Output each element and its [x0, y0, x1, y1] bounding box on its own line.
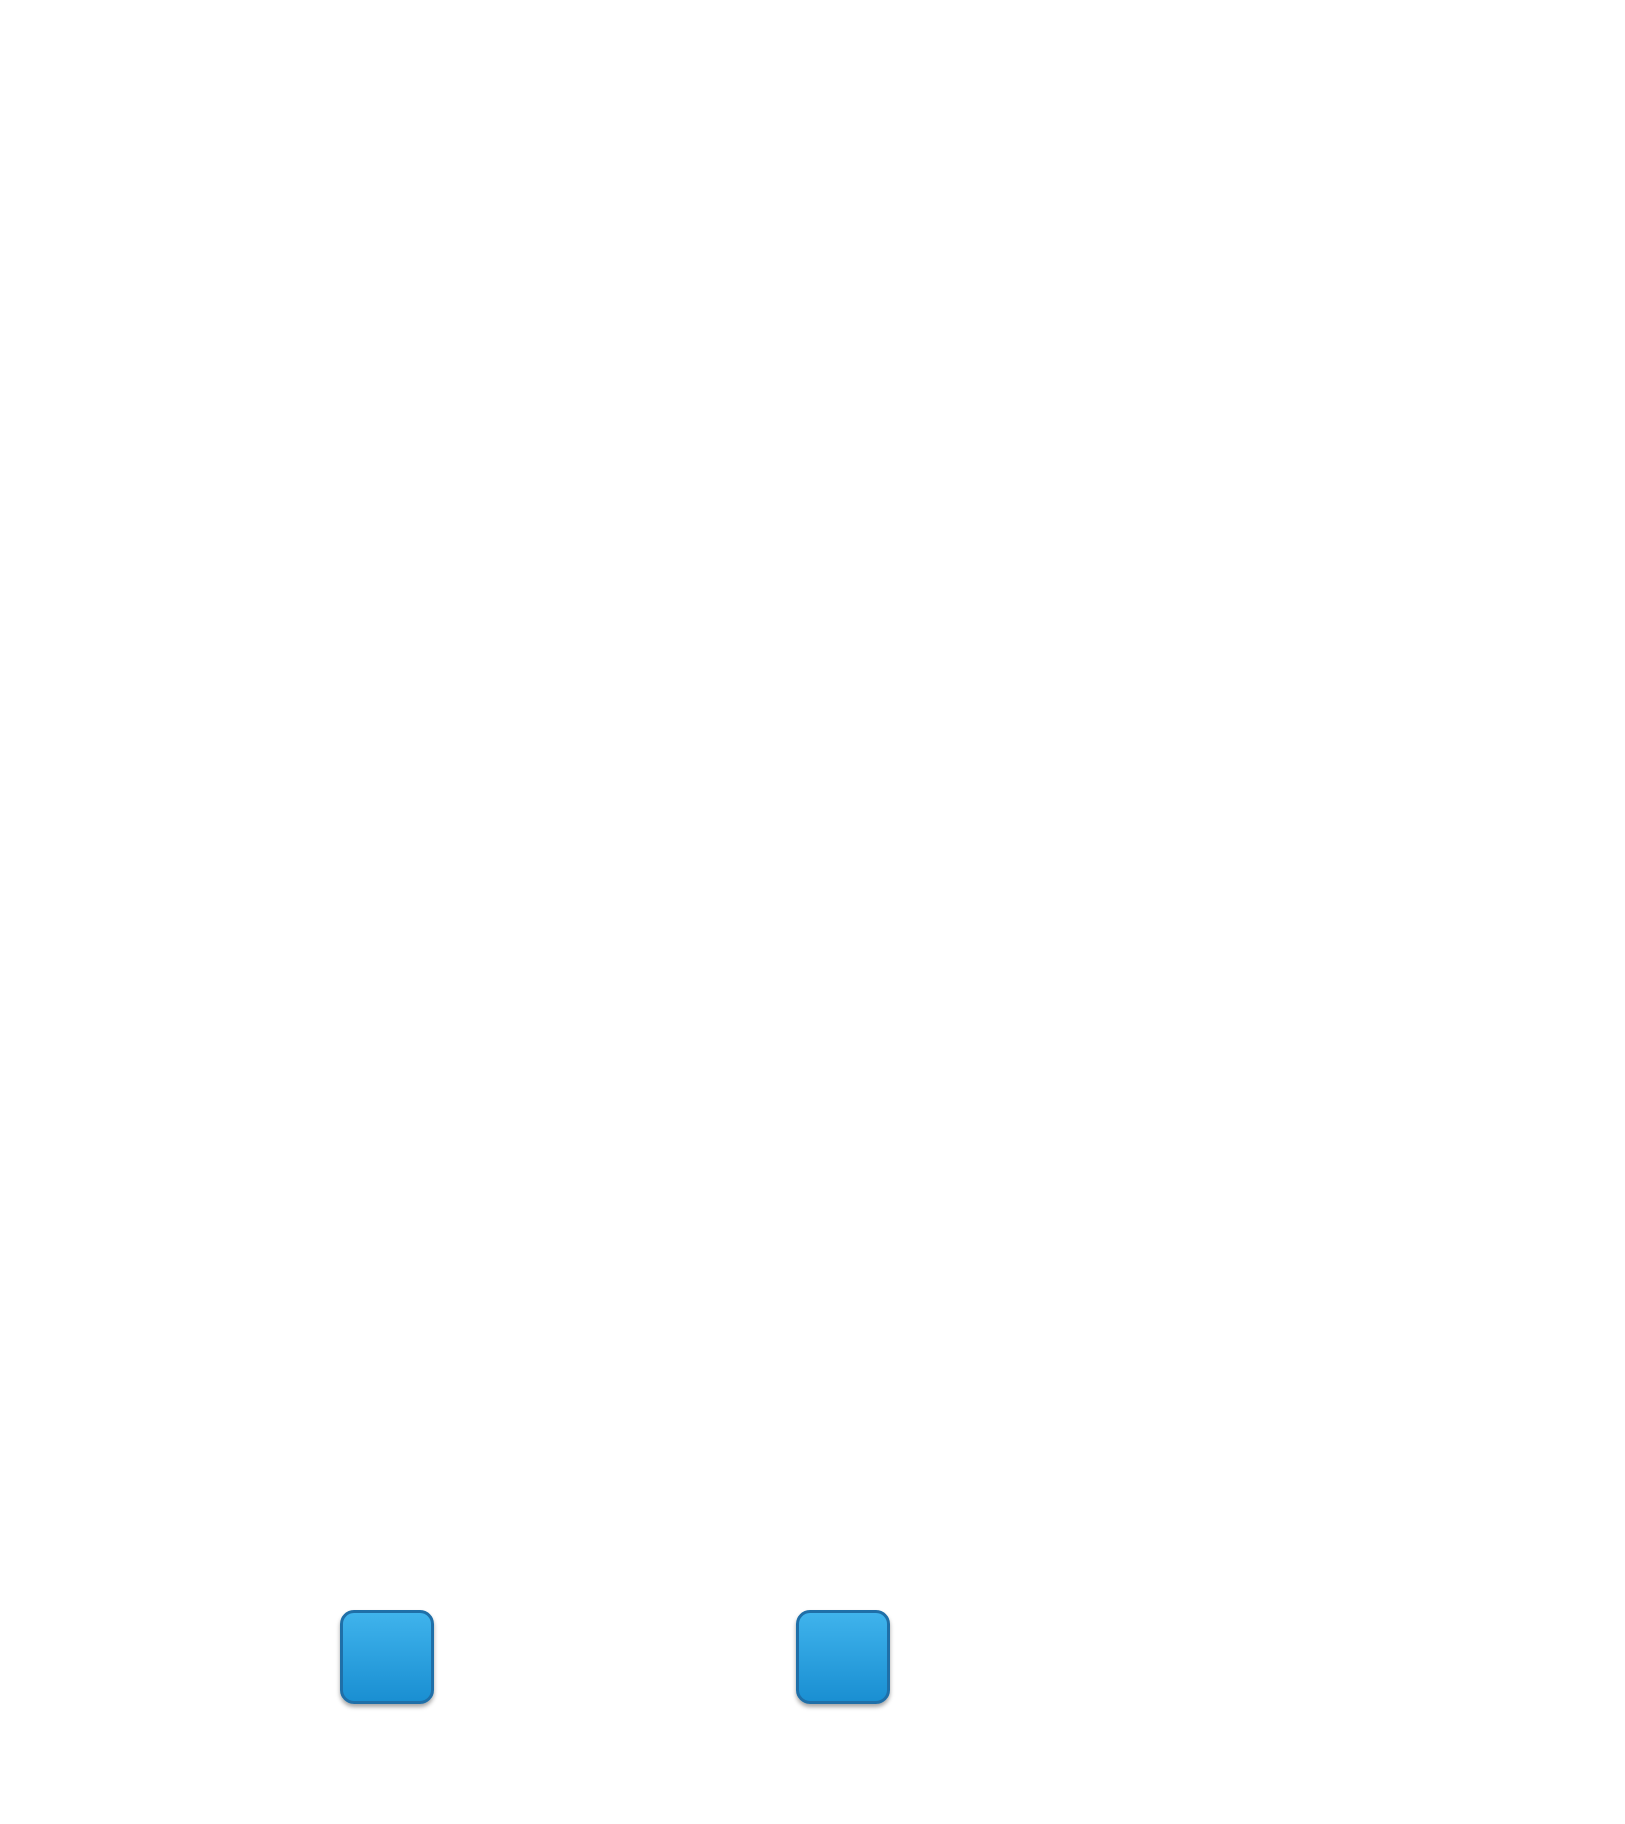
ecg-strip-bottom — [0, 850, 1625, 1610]
badge-6 — [796, 1610, 890, 1704]
ecg-strip-top — [0, 0, 1625, 740]
badge-5 — [340, 1610, 434, 1704]
